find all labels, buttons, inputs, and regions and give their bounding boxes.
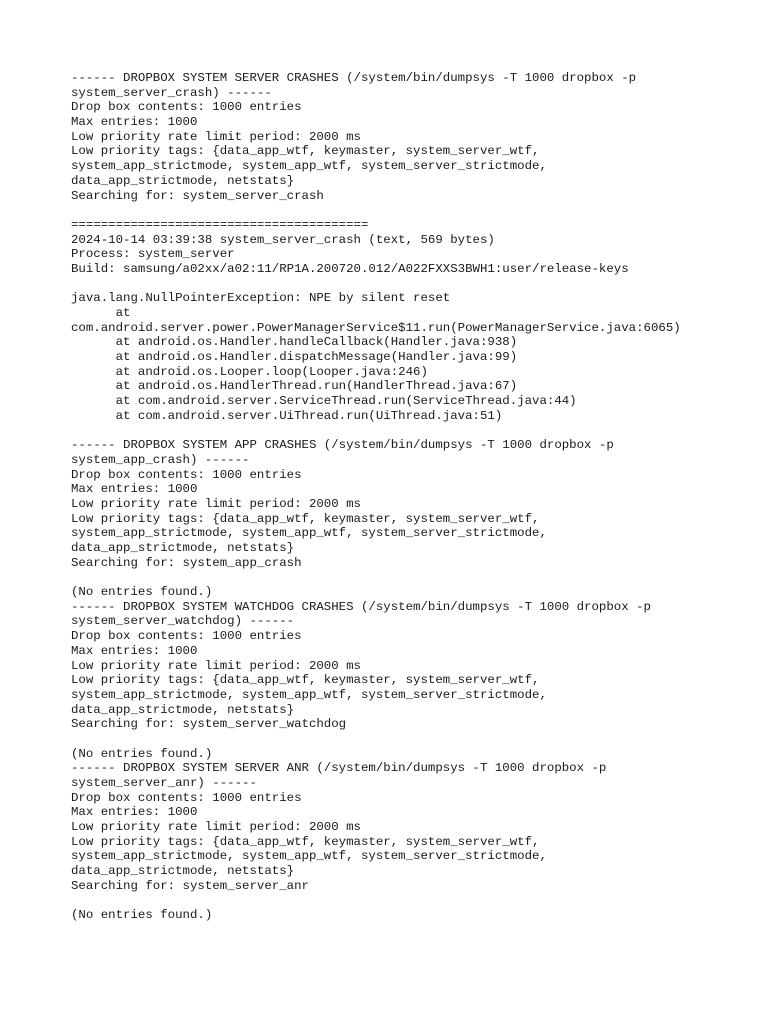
log-line (71, 732, 751, 747)
log-line: Drop box contents: 1000 entries (71, 790, 302, 805)
log-line: at com.android.server.UiThread.run(UiThread.java:51) (71, 408, 503, 423)
log-line: ------ DROPBOX SYSTEM SERVER CRASHES (/system/bin/dumpsys -T 1000 dropbox -p (71, 71, 637, 85)
log-line (71, 894, 751, 909)
log-line: system_app_strictmode, system_app_wtf, system_server_strictmode, (71, 159, 547, 174)
log-line: Searching for: system_server_watchdog (71, 717, 347, 732)
log-line: Drop box contents: 1000 entries (71, 467, 302, 482)
log-line: Searching for: system_app_crash (71, 555, 302, 570)
log-line: system_app_strictmode, system_app_wtf, system_server_strictmode, (71, 526, 547, 541)
log-line: at android.os.Handler.handleCallback(Handler.java:938) (71, 335, 518, 350)
log-line: system_server_anr) ------ (71, 776, 257, 790)
log-line: at android.os.Handler.dispatchMessage(Handler.java:99) (71, 350, 518, 365)
log-line: Low priority rate limit period: 2000 ms (71, 820, 361, 835)
log-line: data_app_strictmode, netstats} (71, 702, 295, 717)
log-line: Build: samsung/a02xx/a02:11/RP1A.200720.012/A022FXXS3BWH1:user/release-keys (71, 261, 629, 276)
log-line: 2024-10-14 03:39:38 system_server_crash (text, 569 bytes) (71, 232, 495, 247)
log-line (71, 277, 751, 292)
log-line: Process: system_server (71, 247, 235, 262)
log-line: data_app_strictmode, netstats} (71, 173, 295, 188)
log-line: system_app_crash) ------ (71, 452, 250, 467)
log-line: data_app_strictmode, netstats} (71, 864, 295, 879)
log-line (71, 203, 751, 218)
log-line: Low priority rate limit period: 2000 ms (71, 658, 361, 673)
log-line: system_server_watchdog) ------ (71, 614, 295, 629)
log-line: com.android.server.power.PowerManagerService$11.run(PowerManagerService.java:6065) (71, 320, 681, 335)
log-document (71, 71, 751, 923)
log-line: at android.os.Looper.loop(Looper.java:246) (71, 364, 428, 379)
log-line: Max entries: 1000 (71, 115, 198, 130)
log-line: Low priority tags: {data_app_wtf, keymaster, system_server_wtf, (71, 673, 540, 688)
log-line: Searching for: system_server_crash (71, 188, 324, 203)
log-line: Max entries: 1000 (71, 643, 198, 658)
log-line (71, 424, 751, 439)
log-line: Drop box contents: 1000 entries (71, 629, 302, 644)
log-line: (No entries found.) (71, 585, 213, 600)
log-line: Low priority tags: {data_app_wtf, keymaster, system_server_wtf, (71, 144, 540, 159)
log-line: Low priority rate limit period: 2000 ms (71, 496, 361, 511)
log-line: at (71, 306, 131, 320)
log-line: ------ DROPBOX SYSTEM SERVER ANR (/system/bin/dumpsys -T 1000 dropbox -p (71, 761, 607, 776)
log-line: java.lang.NullPointerException: NPE by silent reset (71, 291, 451, 306)
log-line: (No entries found.) (71, 908, 213, 923)
log-line (71, 570, 751, 585)
log-line: at android.os.HandlerThread.run(HandlerThread.java:67) (71, 379, 518, 394)
log-line: ------ DROPBOX SYSTEM WATCHDOG CRASHES (/system/bin/dumpsys -T 1000 dropbox -p (71, 599, 651, 614)
log-line: system_server_crash) ------ (71, 85, 272, 100)
log-line: at com.android.server.ServiceThread.run(ServiceThread.java:44) (71, 394, 577, 409)
log-line: Max entries: 1000 (71, 482, 198, 497)
log-line: Drop box contents: 1000 entries (71, 100, 302, 115)
log-line: Max entries: 1000 (71, 805, 198, 820)
log-line: system_app_strictmode, system_app_wtf, system_server_strictmode, (71, 687, 547, 702)
log-line: Low priority tags: {data_app_wtf, keymaster, system_server_wtf, (71, 834, 540, 849)
log-line: Low priority tags: {data_app_wtf, keymaster, system_server_wtf, (71, 511, 540, 526)
log-line: (No entries found.) (71, 746, 213, 761)
log-line: ======================================== (71, 217, 369, 232)
log-line: Searching for: system_server_anr (71, 878, 309, 893)
log-line: system_app_strictmode, system_app_wtf, system_server_strictmode, (71, 849, 547, 864)
log-line: data_app_strictmode, netstats} (71, 541, 295, 555)
log-line: ------ DROPBOX SYSTEM APP CRASHES (/system/bin/dumpsys -T 1000 dropbox -p (71, 438, 614, 453)
log-line: Low priority rate limit period: 2000 ms (71, 129, 361, 144)
